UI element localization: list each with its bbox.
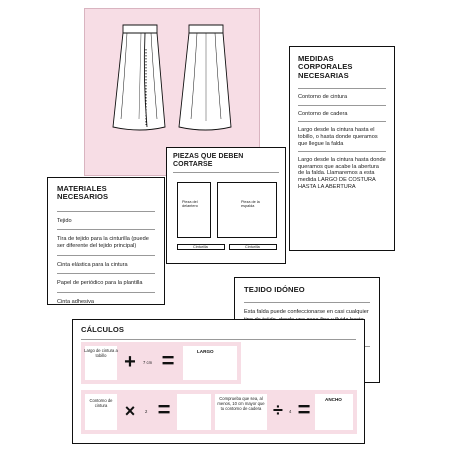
equals-sign-2: = — [157, 397, 171, 422]
equals-sign-3: = — [297, 397, 311, 422]
materials-card — [47, 177, 165, 305]
divide-sign: ÷ — [273, 400, 283, 420]
material-item-elastic: Cinta elástica para la cintura — [57, 256, 155, 275]
width-result-label: ANCHO — [325, 397, 342, 402]
length-label: Largo de cintura a tobillo — [84, 348, 118, 358]
material-item-waistband: Tira de tejido para la cinturilla (puede ser diferente del tejido principal) — [57, 230, 155, 255]
skirt-back-drawing — [179, 25, 231, 130]
length-result-label: LARGO — [197, 349, 214, 354]
fabric-title: TEJIDO IDÓNEO — [244, 285, 305, 294]
body-measures-card — [289, 46, 395, 251]
waistband-label-2: Cinturilla — [245, 245, 260, 249]
pieces-title: PIEZAS QUE DEBEN CORTARSE — [173, 153, 244, 168]
hip-check-note: Comprueba que sea, al menos, 10 cm mayor que tu contorno de cadera — [217, 396, 265, 411]
calc-row-length — [81, 342, 241, 384]
measure-item-waist: Contorno de cintura — [298, 89, 386, 106]
measure-item-hip: Contorno de cadera — [298, 106, 386, 123]
skirt-front-drawing — [113, 25, 165, 130]
material-item-tape: Cinta adhesiva — [57, 298, 95, 305]
material-item-fabric: Tejido — [57, 212, 155, 231]
materials-title: MATERIALES NECESARIOS — [57, 184, 109, 202]
back-piece-label: Pieza de la espalda — [241, 200, 260, 209]
equals-sign-1: = — [161, 348, 175, 373]
waist-label: Contorno de cintura — [89, 398, 113, 408]
calculations-card — [72, 319, 365, 444]
calc-title: CÁLCULOS — [81, 325, 124, 334]
plus-sign: + — [124, 351, 136, 373]
multiply-sign: × — [124, 401, 136, 421]
divisor-four: 4 — [289, 409, 292, 414]
material-item-paper: Papel de periódico para la plantilla — [57, 274, 155, 293]
seven-cm-label: 7 cm — [143, 360, 153, 365]
factor-two: 2 — [145, 409, 148, 414]
waist-result-box — [177, 394, 211, 430]
waistband-label-1: Cinturilla — [193, 245, 208, 249]
calc-row-width — [81, 390, 357, 434]
measure-item-slit-length: Largo desde la cintura hasta donde queramos que acabe la abertura de la falda. Llamaremos a esta medida LARGO DE COSTURA HASTA LA ABERTURA — [298, 157, 386, 190]
front-piece — [177, 182, 211, 238]
measure-item-length: Largo desde la cintura hasta el tobillo, o hasta donde queramos que llegue la falda — [298, 122, 386, 152]
measures-title: MEDIDAS CORPORALES NECESARIAS — [298, 54, 353, 80]
pieces-to-cut-card — [166, 147, 286, 264]
back-piece — [217, 182, 277, 238]
fabric-text: Esta falda puede confeccionarse en casi cualquier — [244, 309, 369, 316]
front-piece-label: Pieza del delantero — [182, 200, 198, 209]
